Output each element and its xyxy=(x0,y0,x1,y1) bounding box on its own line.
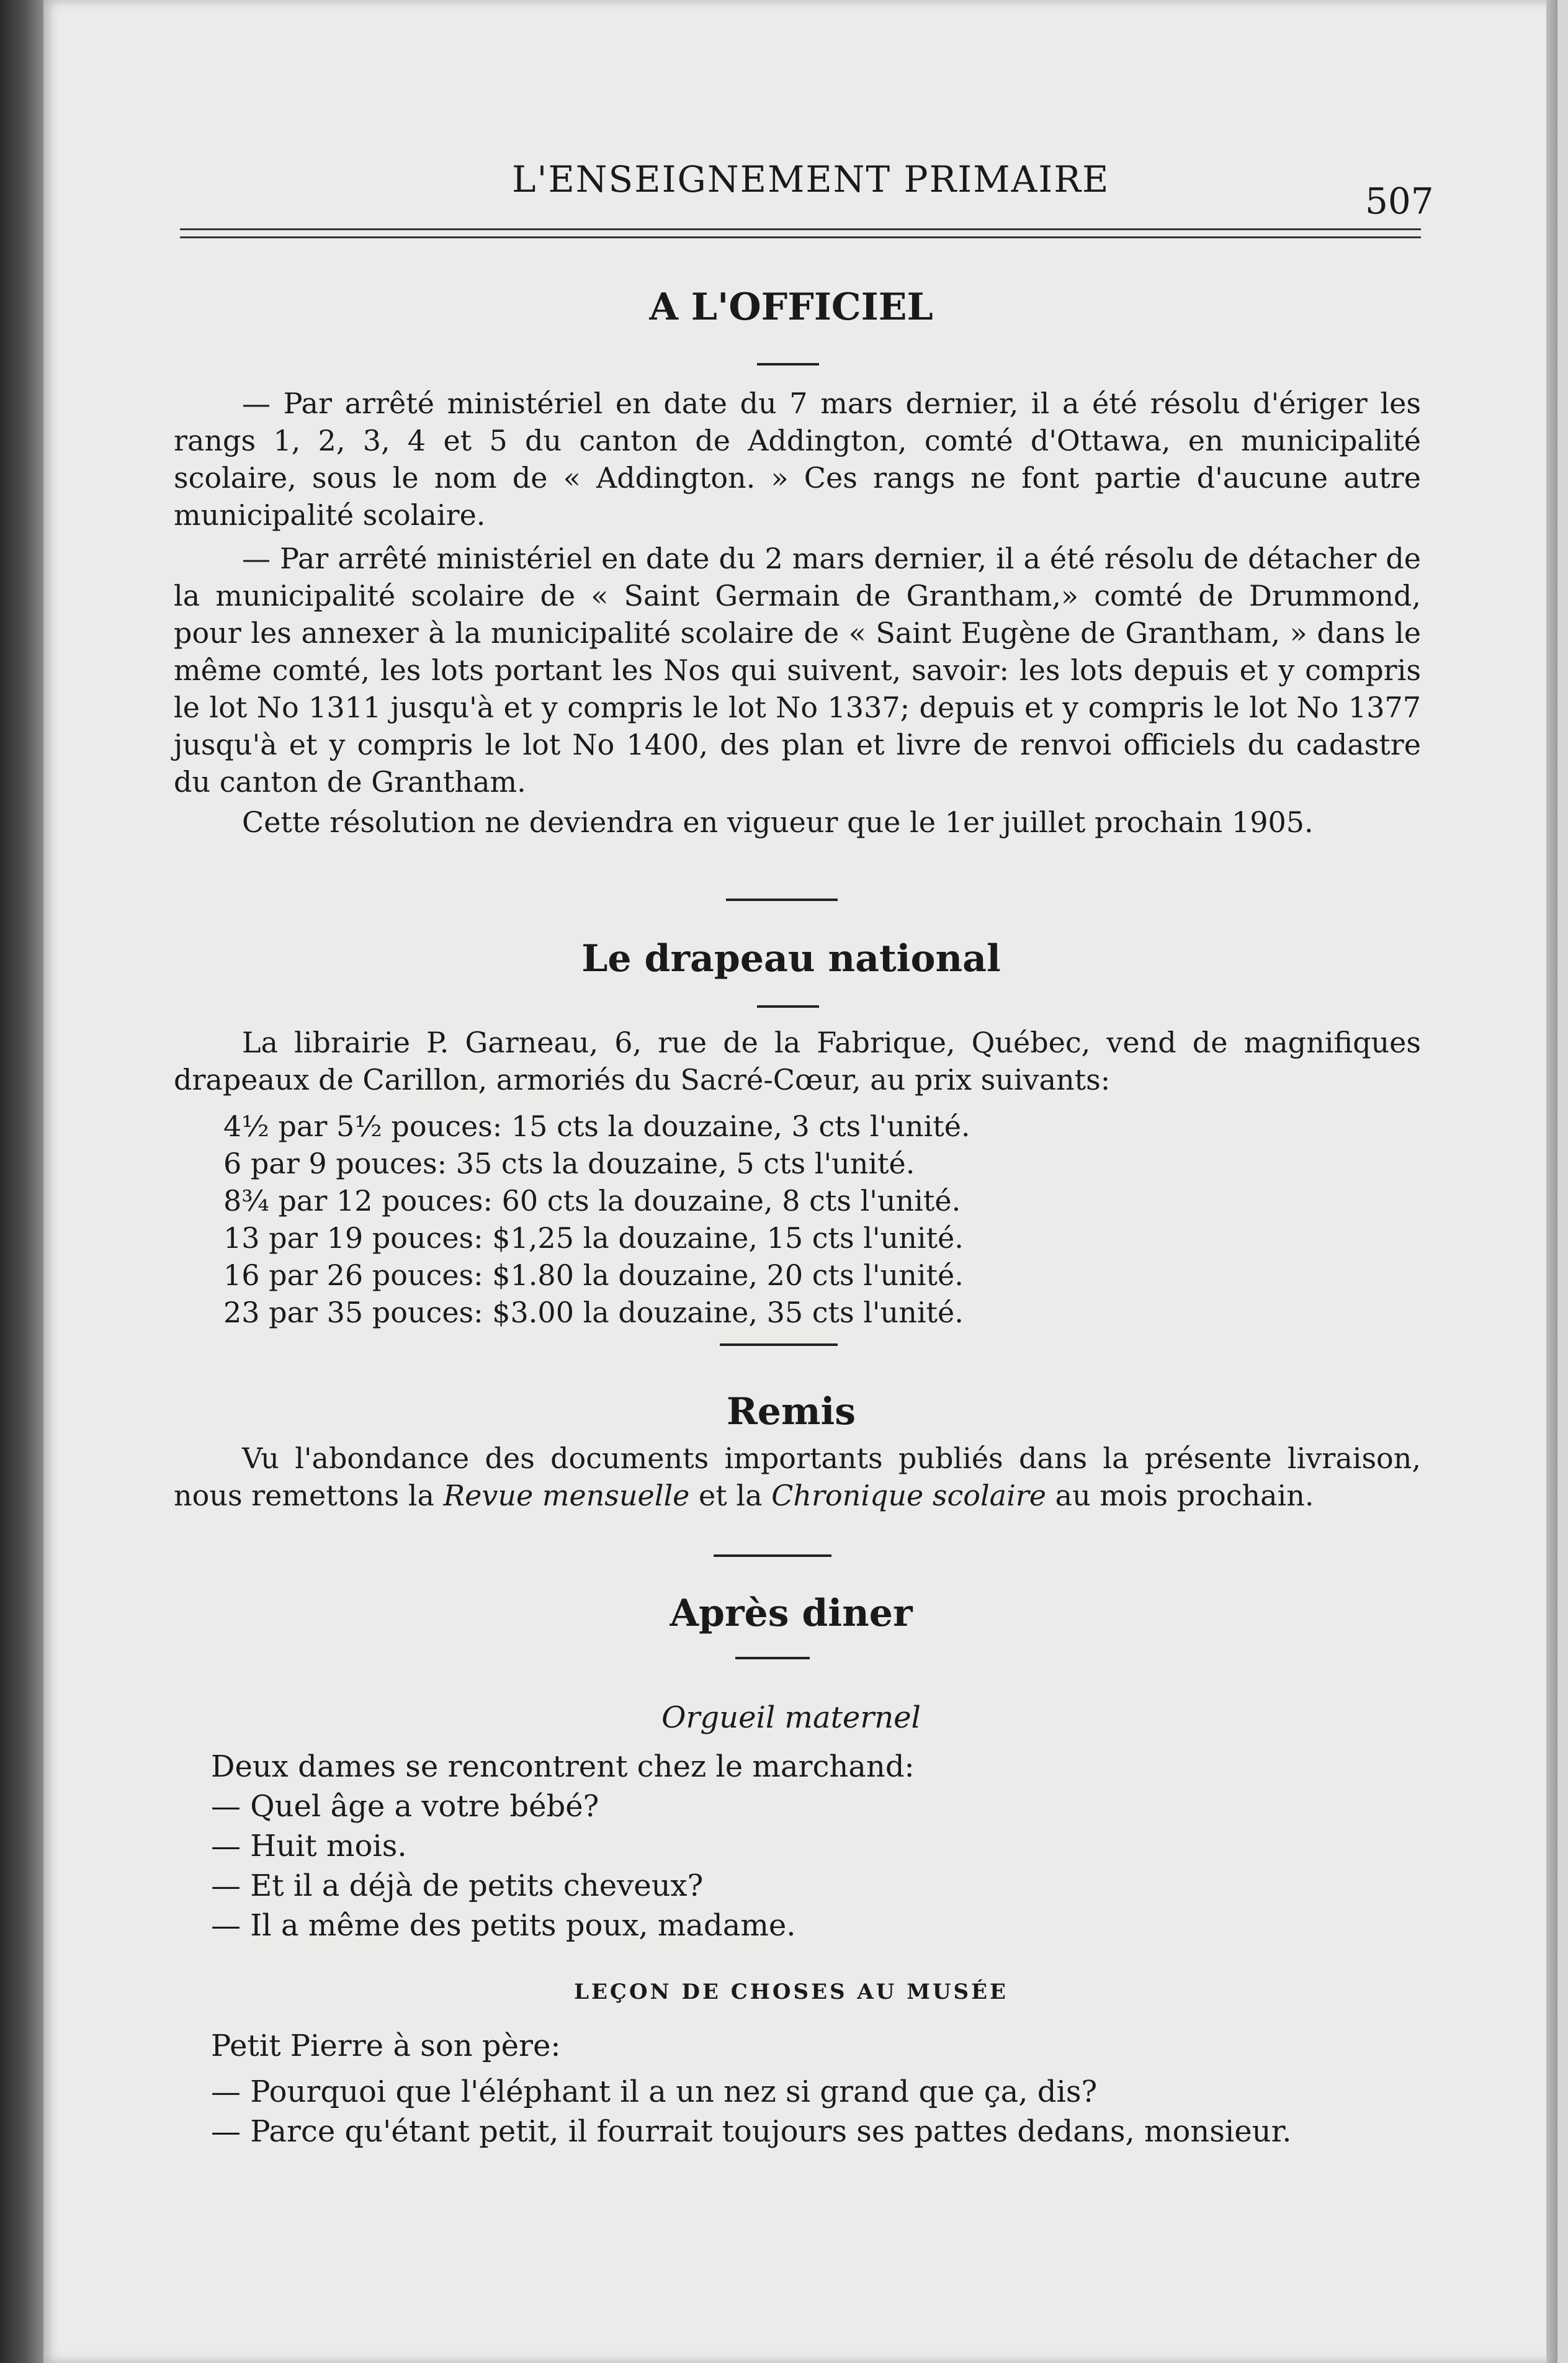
list-item: 4½ par 5½ pouces: 15 cts la douzaine, 3 cts l'unité. xyxy=(223,1110,970,1143)
running-title: L'ENSEIGNEMENT PRIMAIRE xyxy=(512,158,1110,200)
story-title-lecon: LEÇON DE CHOSES AU MUSÉE xyxy=(574,1980,1008,2004)
officiel-paragraph-1: — Par arrêté ministériel en date du 7 mars dernier, il a été résolu d'ériger les rangs 1, 2, 3, 4 et 5 du canton de Addington, comté d'Ottawa, en municipalité scolaire, sous le nom de « Addington. » Ces rangs ne font partie d'aucune autre municipalité scolaire. xyxy=(174,387,1421,532)
book-gutter-shadow xyxy=(0,0,43,2363)
section-rule xyxy=(735,1657,810,1659)
price-list xyxy=(223,1108,1216,1331)
officiel-paragraph-2: — Par arrêté ministériel en date du 2 mars dernier, il a été résolu de détacher de la municipalité scolaire de « Saint Germain de Grantham,» comté de Drummond, pour les annexer à la municipalité scolaire de « Saint Eugène de Grantham, » dans le même comté, les lots portant les Nos qui suivent, savoir: les lots depuis et y compris le lot No 1311 jusqu'à et y compris le lot No 1337; depuis et y compris le lot No 1377 jusqu'à et y compris le lot No 1400, des plan et livre de renvoi officiels du cadastre du canton de Grantham. xyxy=(174,542,1421,799)
dialogue-line: Deux dames se rencontrent chez le marchand: xyxy=(211,1749,915,1784)
dialogue-line: Petit Pierre à son père: xyxy=(211,2029,561,2063)
story-lecon xyxy=(211,2026,1390,2151)
list-item: 13 par 19 pouces: $1,25 la douzaine, 15 cts l'unité. xyxy=(223,1221,964,1255)
officiel-paragraph-3: Cette résolution ne deviendra en vigueur que le 1er juillet prochain 1905. xyxy=(242,805,1314,839)
remis-text-mid: et la xyxy=(689,1479,772,1512)
section-separator xyxy=(714,1554,831,1557)
section-separator xyxy=(720,1343,838,1346)
list-item: 8¾ par 12 pouces: 60 cts la douzaine, 8 cts l'unité. xyxy=(223,1184,961,1217)
section-title-apres-diner: Après diner xyxy=(670,1592,913,1635)
section-separator xyxy=(726,899,838,901)
remis-text-end: au mois prochain. xyxy=(1046,1479,1314,1512)
section-title-officiel: A L'OFFICIEL xyxy=(649,285,933,329)
list-item: 16 par 26 pouces: $1.80 la douzaine, 20 cts l'unité. xyxy=(223,1258,964,1292)
remis-paragraph xyxy=(174,1440,1421,1514)
list-item: 6 par 9 pouces: 35 cts la douzaine, 5 cts l'unité. xyxy=(223,1147,915,1180)
header-double-rule xyxy=(180,228,1421,238)
section-title-remis: Remis xyxy=(726,1390,856,1433)
dialogue-line: — Quel âge a votre bébé? xyxy=(211,1789,599,1824)
list-item: 23 par 35 pouces: $3.00 la douzaine, 35 cts l'unité. xyxy=(223,1296,964,1329)
remis-text-start: Vu l'abondance des documents importants publiés dans la présente livraison, nous remettons la xyxy=(174,1442,1421,1512)
remis-chronique: Chronique scolaire xyxy=(771,1479,1047,1512)
section-rule xyxy=(757,363,819,365)
page-number: 507 xyxy=(1365,180,1434,222)
story-orgueil xyxy=(211,1747,1390,1945)
page xyxy=(43,0,1557,2363)
dialogue-line: — Huit mois. xyxy=(211,1829,407,1863)
section-rule xyxy=(757,1005,819,1008)
remis-revue: Revue mensuelle xyxy=(443,1479,690,1512)
drapeau-intro: La librairie P. Garneau, 6, rue de la Fabrique, Québec, vend de magnifiques drapeaux de Carillon, armoriés du Sacré-Cœur, au prix suivants: xyxy=(174,1026,1421,1096)
dialogue-line: — Et il a déjà de petits cheveux? xyxy=(211,1868,704,1903)
page-edge xyxy=(1546,0,1557,2363)
dialogue-line: — Il a même des petits poux, madame. xyxy=(211,1908,796,1943)
section-title-drapeau: Le drapeau national xyxy=(581,937,1001,980)
story-title-orgueil: Orgueil maternel xyxy=(661,1700,921,1735)
dialogue-line: — Parce qu'étant petit, il fourrait toujours ses pattes dedans, monsieur. xyxy=(211,2114,1292,2149)
dialogue-line: — Pourquoi que l'éléphant il a un nez si grand que ça, dis? xyxy=(211,2074,1098,2109)
